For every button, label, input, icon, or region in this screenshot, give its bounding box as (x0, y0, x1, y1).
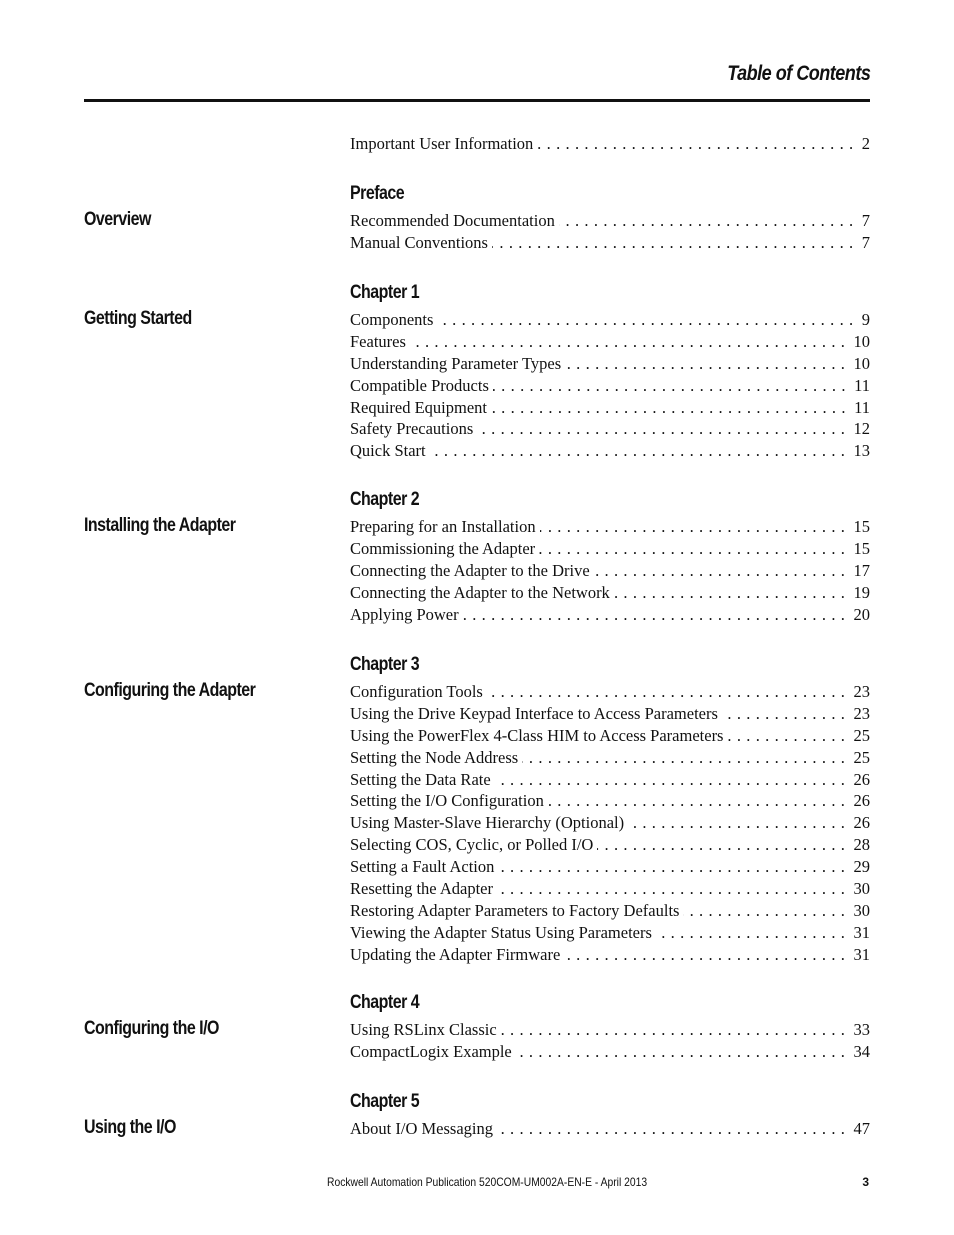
chapter-heading: Chapter 4 (350, 992, 420, 1013)
toc-entry-page: 7 (861, 232, 870, 252)
toc-entry-title: Using Master-Slave Hierarchy (Optional) (350, 813, 625, 833)
toc-entry-page: 7 (861, 211, 870, 230)
toc-entry[interactable] (350, 582, 870, 604)
dot-leader (492, 232, 854, 254)
toc-entry-page: 28 (853, 835, 870, 855)
toc-entry-list (350, 309, 870, 462)
toc-entry-page: 31 (853, 922, 870, 942)
toc-entry-title: Understanding Parameter Types (350, 353, 562, 373)
footer-page-number: 3 (862, 1175, 869, 1189)
dot-leader (614, 582, 846, 604)
toc-entry-list (350, 1019, 870, 1063)
dot-leader (497, 1118, 846, 1140)
toc-entry-page: 26 (853, 769, 870, 789)
dot-leader (539, 538, 845, 560)
toc-entry[interactable] (350, 900, 870, 922)
dot-leader (493, 375, 846, 397)
toc-entry-title: Selecting COS, Cyclic, or Polled I/O (350, 835, 594, 855)
toc-entry-title: Connecting the Adapter to the Network (350, 582, 610, 602)
toc-entry-title: Safety Precautions (350, 419, 474, 439)
toc-entry[interactable] (350, 397, 870, 419)
toc-entry-title: Setting the Node Address (350, 747, 519, 767)
toc-entry[interactable] (350, 210, 870, 232)
toc-entry-title: Viewing the Adapter Status Using Parameters (350, 922, 652, 942)
toc-entry-title: Recommended Documentation (350, 211, 555, 230)
dot-leader (495, 769, 846, 791)
toc-entry[interactable] (350, 747, 870, 769)
toc-entry[interactable] (350, 1041, 870, 1063)
toc-entry-page: 15 (853, 517, 870, 536)
dot-leader (498, 856, 845, 878)
chapter-heading: Preface (350, 183, 405, 204)
toc-entry[interactable] (350, 790, 870, 812)
toc-entry-list (350, 1118, 870, 1140)
toc-entry[interactable] (350, 604, 870, 626)
toc-entry-title: Features (350, 331, 406, 351)
toc-entry-page: 10 (853, 331, 870, 351)
footer-publication: Rockwell Automation Publication 520COM-UM002A-EN-E - April 2013 (327, 1175, 648, 1189)
toc-entry[interactable] (350, 769, 870, 791)
chapter-heading: Chapter 5 (350, 1091, 420, 1112)
toc-entry-page: 34 (853, 1041, 870, 1061)
toc-entry-page: 12 (853, 419, 870, 439)
dot-leader (516, 1041, 846, 1063)
toc-entry-page: 23 (853, 703, 870, 723)
section-label[interactable]: Getting Started (84, 308, 192, 329)
dot-leader (564, 944, 845, 966)
toc-entry-title: Restoring Adapter Parameters to Factory Defaults (350, 900, 680, 920)
toc-entry[interactable] (350, 1118, 870, 1140)
toc-entry-title: CompactLogix Example (350, 1041, 512, 1061)
toc-entry[interactable] (350, 232, 870, 254)
toc-entry-title: Setting the I/O Configuration (350, 791, 544, 811)
toc-entry[interactable] (350, 560, 870, 582)
toc-entry-page: 2 (861, 134, 870, 153)
dot-leader (430, 440, 846, 462)
toc-entry[interactable] (350, 856, 870, 878)
dot-leader (656, 922, 846, 944)
toc-entry[interactable] (350, 353, 870, 375)
toc-entry-list (350, 516, 870, 625)
toc-entry[interactable] (350, 440, 870, 462)
toc-entry-page: 20 (853, 604, 870, 624)
dot-leader (497, 878, 846, 900)
toc-entry-title: Using the Drive Keypad Interface to Access Parameters (350, 703, 718, 723)
dot-leader (565, 353, 845, 375)
toc-entry-title: Commissioning the Adapter (350, 538, 536, 558)
toc-entry-page: 9 (861, 310, 870, 329)
section-label[interactable]: Configuring the Adapter (84, 680, 256, 701)
toc-entry-page: 29 (853, 857, 870, 877)
toc-entry-list (350, 681, 870, 966)
toc-entry-page: 30 (853, 900, 870, 920)
dot-leader (628, 812, 845, 834)
toc-entry-title: Quick Start (350, 441, 426, 461)
dot-leader (537, 133, 853, 155)
toc-entry-title: Compatible Products (350, 375, 489, 395)
dot-leader (522, 747, 845, 769)
toc-entry-page: 26 (853, 791, 870, 811)
dot-leader (477, 418, 845, 440)
dot-leader (437, 309, 853, 331)
toc-entry-title: Required Equipment (350, 397, 488, 417)
toc-entry-title: Using RSLinx Classic (350, 1020, 497, 1039)
toc-entry-title: Setting the Data Rate (350, 769, 491, 789)
toc-entry[interactable] (350, 834, 870, 856)
dot-leader (491, 397, 846, 419)
toc-entry-title: Applying Power (350, 604, 459, 624)
toc-entry-title: Connecting the Adapter to the Drive (350, 560, 590, 580)
toc-entry-page: 11 (854, 397, 870, 417)
section-label[interactable]: Installing the Adapter (84, 515, 236, 536)
toc-entry[interactable] (350, 725, 870, 747)
toc-entry-page: 33 (853, 1020, 870, 1039)
chapter-heading: Chapter 3 (350, 654, 420, 675)
toc-entry-title: Important User Information (350, 134, 534, 153)
toc-entry-page: 31 (853, 944, 870, 964)
toc-entry-page: 26 (853, 813, 870, 833)
section-label[interactable]: Configuring the I/O (84, 1018, 219, 1039)
toc-entry-page: 25 (853, 725, 870, 745)
toc-entry[interactable] (350, 538, 870, 560)
toc-entry[interactable] (350, 812, 870, 834)
toc-entry-page: 25 (853, 747, 870, 767)
toc-entry-page: 11 (854, 375, 870, 395)
toc-entry-page: 15 (853, 538, 870, 558)
dot-leader (727, 725, 845, 747)
toc-entry[interactable] (350, 375, 870, 397)
toc-entry[interactable] (350, 309, 870, 331)
page-title: Table of Contents (726, 62, 870, 85)
toc-entry-title: About I/O Messaging (350, 1119, 493, 1138)
toc-entry-title: Setting a Fault Action (350, 857, 495, 877)
toc-entry[interactable] (350, 331, 870, 353)
toc-entry-title: Using the PowerFlex 4-Class HIM to Access Parameters (350, 725, 724, 745)
toc-entry[interactable] (350, 878, 870, 900)
dot-leader (540, 516, 846, 538)
toc-entry-page: 10 (853, 353, 870, 373)
dot-leader (487, 681, 846, 703)
toc-entry-page: 19 (853, 582, 870, 602)
toc-entry[interactable] (350, 944, 870, 966)
toc-entry[interactable] (350, 418, 870, 440)
toc-entry-title: Manual Conventions (350, 232, 488, 252)
section-label[interactable]: Using the I/O (84, 1117, 176, 1138)
dot-leader (548, 790, 846, 812)
toc-entry-page: 47 (853, 1119, 870, 1138)
toc-entry-list (350, 210, 870, 254)
chapter-heading: Chapter 2 (350, 489, 420, 510)
toc-entry-title: Preparing for an Installation (350, 517, 536, 536)
toc-entry-page: 23 (853, 682, 870, 701)
dot-leader (559, 210, 854, 232)
chapter-heading: Chapter 1 (350, 282, 420, 303)
toc-entry[interactable] (350, 516, 870, 538)
toc-entry[interactable] (350, 922, 870, 944)
dot-leader (683, 900, 845, 922)
toc-entry-page: 17 (853, 560, 870, 580)
toc-entry-page: 13 (853, 441, 870, 461)
toc-entry-title: Resetting the Adapter (350, 879, 493, 899)
dot-leader (722, 703, 846, 725)
dot-leader (463, 604, 846, 626)
toc-entry-title: Configuration Tools (350, 682, 483, 701)
dot-leader (594, 560, 846, 582)
toc-entry-important-user-information[interactable] (350, 133, 870, 155)
toc-entry-title: Updating the Adapter Firmware (350, 944, 561, 964)
dot-leader (410, 331, 846, 353)
toc-entry[interactable] (350, 1019, 870, 1041)
dot-leader (597, 834, 845, 856)
toc-entry[interactable] (350, 703, 870, 725)
dot-leader (501, 1019, 846, 1041)
toc-entry-page: 30 (853, 879, 870, 899)
section-label[interactable]: Overview (84, 209, 151, 230)
toc-entry-title: Components (350, 310, 434, 329)
toc-entry[interactable] (350, 681, 870, 703)
header-rule (84, 99, 870, 102)
